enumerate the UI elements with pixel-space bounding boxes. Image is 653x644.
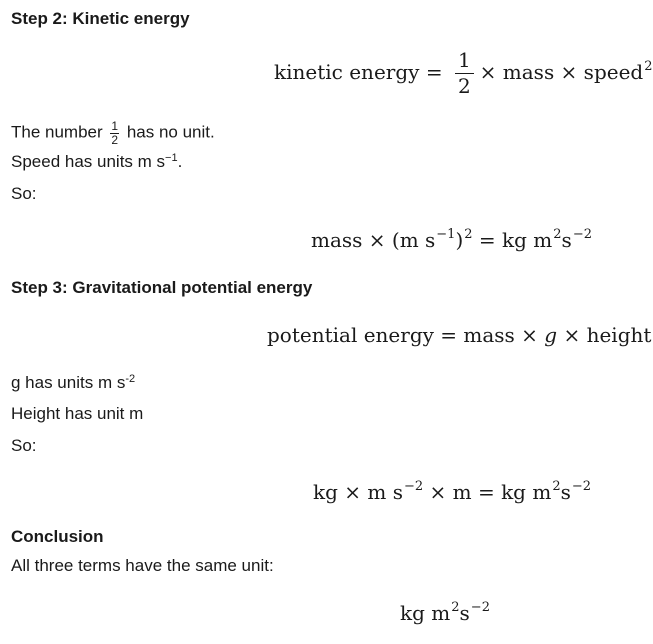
height-units-line: Height has unit m	[11, 404, 144, 423]
number-half-line: The number $\frac{1}{2}$ has no unit.	[11, 119, 215, 147]
half-fraction: $\frac{1}{2}$	[455, 50, 474, 97]
common-unit-equation: kg $m^2s^{-2}$	[400, 600, 490, 625]
kinetic-units-equation: mass × (m $s^{-1})^2$ = kg $m^2s^{-2}$	[311, 227, 592, 252]
conclusion-text: All three terms have the same unit:	[11, 556, 274, 575]
speed-units-line: Speed has units m $s^{-1}$.	[11, 152, 183, 171]
g-units-line: g has units m $s^{-2}$	[11, 373, 136, 392]
step2-heading: Step 2: Kinetic energy	[11, 9, 190, 28]
conclusion-heading: Conclusion	[11, 527, 104, 546]
potential-energy-equation: potential energy = mass × g × height	[267, 323, 652, 347]
step3-heading: Step 3: Gravitational potential energy	[11, 278, 313, 297]
potential-units-equation: kg × m $s^{-2} \times m$ = kg $m^2s^{-2}$	[313, 479, 592, 504]
step3-so: So:	[11, 436, 37, 455]
inline-half-fraction: $\frac{1}{2}$	[111, 119, 119, 147]
step2-so: So:	[11, 184, 37, 203]
kinetic-energy-equation: kinetic energy = $\frac{1}{2}$ × mass × speed$^2$	[274, 48, 653, 98]
